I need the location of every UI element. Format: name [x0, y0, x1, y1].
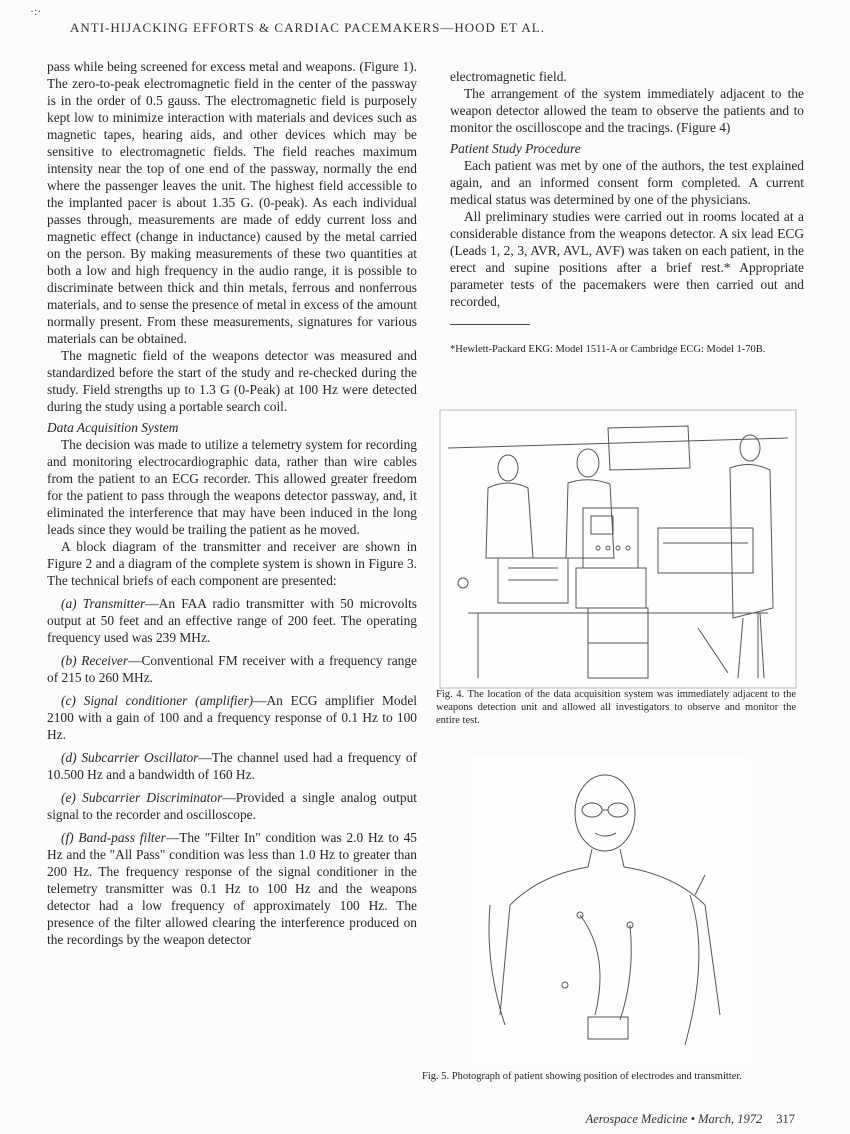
page-footer	[505, 1112, 795, 1127]
figure-4-caption: Fig. 4. The location of the data acquisition system was immediately adjacent to the weapons detection unit and allowed all investigators to observe and monitor the entire test.	[436, 689, 796, 726]
scan-mark: ·:·	[30, 4, 42, 18]
paragraph: electromagnetic field.	[450, 69, 567, 84]
page-number: 317	[776, 1112, 795, 1126]
journal-citation: Aerospace Medicine • March, 1972	[585, 1112, 763, 1126]
section-heading: Patient Study Procedure	[450, 141, 581, 156]
paragraph: All preliminary studies were carried out in rooms located at a considerable distance from the weapons detector. A six lead ECG (Leads 1, 2, 3, AVR, AVL, AVF) was taken on each patient, in the erect and supine positions after a brief rest.* Appropriate parameter tests of the pacemakers were then carried out and recorded,	[450, 209, 804, 309]
component-item: (a) Transmitter—An FAA radio transmitter with 50 microvolts output at 50 feet and an effective range of 200 feet. The operating frequency used was 239 MHz.	[47, 596, 417, 645]
component-item: (e) Subcarrier Discriminator—Provided a single analog output signal to the recorder and oscilloscope.	[47, 790, 417, 822]
paragraph: Each patient was met by one of the authors, the test explained again, and an informed consent form completed. A current medical status was determined by one of the physicians.	[450, 158, 804, 207]
component-item: (f) Band-pass filter—The "Filter In" condition was 2.0 Hz to 45 Hz and the "All Pass" condition was less than 1.0 Hz to greater than 200 Hz. The frequency response of the signal conditioner in the telemetry transmitter was 0.1 Hz to 100 Hz and the weapons detector had a low frequency of approximately 100 Hz. The presence of the filter allowed clearing the interference produced on the recordings by the weapon detector	[47, 830, 417, 947]
figure-5-photo	[470, 755, 750, 1065]
right-column	[450, 68, 804, 356]
paragraph: pass while being screened for excess metal and weapons. (Figure 1). The zero-to-peak electromagnetic field in the center of the passway is in the order of 0.5 gauss. The electromagnetic field is purposely kept low to minimize interaction with materials and devices such as magnetic tapes, hearing aids, and other devices which may be sensitive to electromagnetic fields. The field reaches maximum intensity near the top of one end of the passway, normally the end where the passenger leaves the unit. The highest field accessible to the implanted pacer is about 1.35 G. (0-peak). As each individual passes through, measurements are made of eddy current loss and magnetic effect (change in inductance) caused by the metal carried on the person. By making measurements of these two quantities at both a low and high frequency in the audio range, it is possible to discriminate between thick and thin metals, ferrous and nonferrous materials, and to sense the presence of metal in excess of the amount normally present. From these measurements, signatures for various materials can be obtained.	[47, 59, 417, 346]
footnote: *Hewlett-Packard EKG: Model 1511-A or Cambridge ECG: Model 1-70B.	[450, 344, 766, 355]
left-column	[47, 58, 417, 948]
paragraph: The decision was made to utilize a telemetry system for recording and monitoring electrocardiographic data, rather than wire cables from the patient to an ECG recorder. This allowed greater freedom for the patient to pass through the weapons detector passway, and, it eliminated the interference that may have been induced in the long leads since they would be trailing the patient as he moved.	[47, 437, 417, 537]
component-item: (c) Signal conditioner (amplifier)—An ECG amplifier Model 2100 with a gain of 100 and a frequency response of 0.1 Hz to 100 Hz.	[47, 693, 417, 742]
figure-5-caption: Fig. 5. Photograph of patient showing position of electrodes and transmitter.	[422, 1071, 742, 1082]
footnote-rule	[450, 324, 530, 325]
paragraph: The magnetic field of the weapons detector was measured and standardized before the start of the study and re-checked during the study. Field strengths up to 1.3 G (0-Peak) at 100 Hz were detected during the study using a portable search coil.	[47, 348, 417, 414]
paragraph: A block diagram of the transmitter and receiver are shown in Figure 2 and a diagram of the complete system is shown in Figure 3. The technical briefs of each component are presented:	[47, 539, 417, 588]
paragraph: The arrangement of the system immediately adjacent to the weapon detector allowed the team to observe the patients and to monitor the oscilloscope and the tracings. (Figure 4)	[450, 86, 804, 135]
component-item: (b) Receiver—Conventional FM receiver with a frequency range of 215 to 260 MHz.	[47, 653, 417, 685]
section-heading: Data Acquisition System	[47, 420, 179, 435]
component-item: (d) Subcarrier Oscillator—The channel used had a frequency of 10.500 Hz and a bandwidth of 160 Hz.	[47, 750, 417, 782]
running-header: ANTI-HIJACKING EFFORTS & CARDIAC PACEMAKERS—HOOD ET AL.	[70, 20, 545, 35]
figure-4-photo	[438, 408, 798, 690]
